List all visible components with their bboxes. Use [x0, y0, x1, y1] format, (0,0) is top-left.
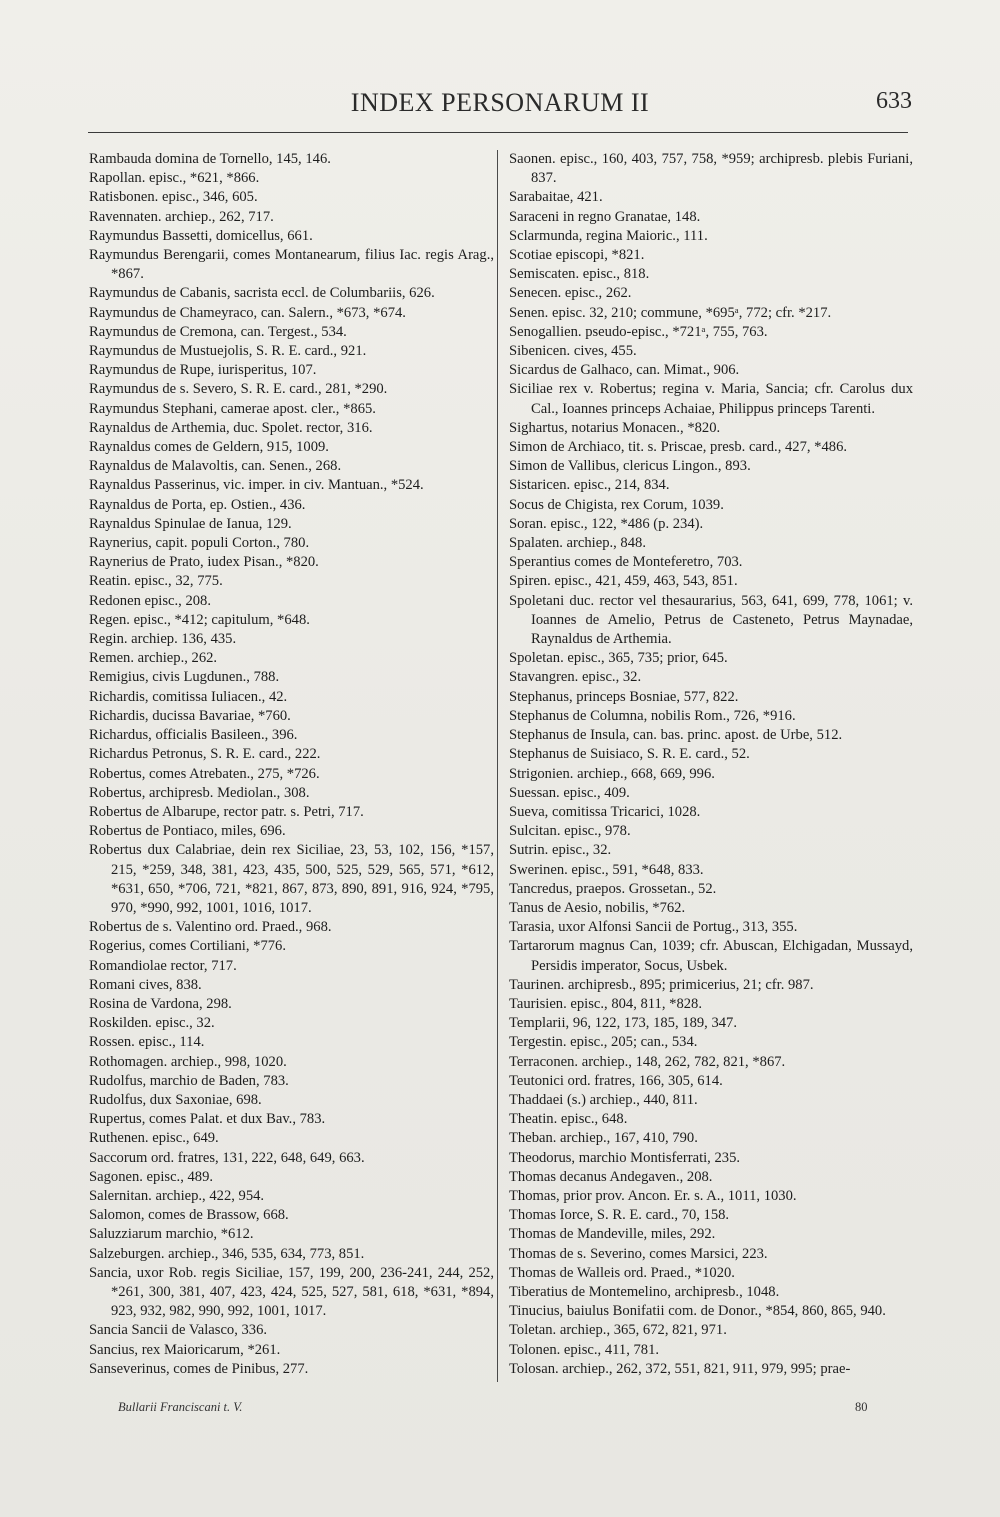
index-entry: Saluzziarum marchio, *612. [89, 1226, 254, 1243]
index-entry: Stephanus de Insula, can. bas. princ. apost. de Urbe, 512. [509, 727, 843, 744]
index-entry: Tarasia, uxor Alfonsi Sancii de Portug., 313, 355. [509, 919, 798, 936]
index-entry: Robertus de Pontiaco, miles, 696. [89, 823, 286, 840]
index-entry: Raymundus Berengarii, comes Montanearum, filius Iac. regis Arag., *867. [89, 247, 494, 283]
index-entry: Saonen. episc., 160, 403, 757, 758, *959; archipresb. plebis Furiani, 837. [509, 151, 913, 187]
index-entry: Tartarorum magnus Can, 1039; cfr. Abuscan, Elchigadan, Mussayd, Persidis imperator, Socus, Usbek. [509, 938, 913, 974]
index-entry: Stephanus, princeps Bosniae, 577, 822. [509, 688, 739, 705]
column-divider [497, 150, 498, 1382]
index-entry: Remigius, civis Lugdunen., 788. [89, 669, 280, 686]
index-entry: Salernitan. archiep., 422, 954. [89, 1187, 265, 1204]
index-entry: Saraceni in regno Granatae, 148. [509, 208, 701, 225]
index-entry: Raynaldus de Malavoltis, can. Senen., 268. [89, 458, 342, 475]
index-entry: Sperantius comes de Monteferetro, 703. [509, 554, 743, 571]
index-entry: Raynerius, capit. populi Corton., 780. [89, 535, 310, 552]
index-entry: Sueva, comitissa Tricarici, 1028. [509, 803, 701, 820]
index-entry: Theodorus, marchio Montisferrati, 235. [509, 1149, 741, 1166]
index-entry: Tinucius, baiulus Bonifatii com. de Donor., *854, 860, 865, 940. [509, 1303, 886, 1320]
index-entry: Richardis, ducissa Bavariae, *760. [89, 707, 291, 724]
index-entry: Rudolfus, marchio de Baden, 783. [89, 1072, 289, 1089]
page-number: 633 [876, 88, 912, 114]
index-entry: Siciliae rex v. Robertus; regina v. Maria, Sancia; cfr. Carolus dux Cal., Ioannes princeps Achaiae, Philippus princeps Tarenti. [509, 381, 913, 417]
index-entry: Toletan. archiep., 365, 672, 821, 971. [509, 1322, 727, 1339]
index-entry: Thomas de s. Severino, comes Marsici, 223. [509, 1245, 768, 1262]
index-entry: Rudolfus, dux Saxoniae, 698. [89, 1091, 262, 1108]
index-entry: Sancia, uxor Rob. regis Siciliae, 157, 199, 200, 236-241, 244, 252, *261, 300, 381, 407, 423, 424, 525, 527, 581, 618, *631, *894, 923, 932, 982, 990, 992, 1001, 1017. [89, 1264, 494, 1320]
footer-signature: Bullarii Franciscani t. V. [118, 1400, 243, 1414]
index-entry: Thomas, prior prov. Ancon. Er. s. A., 1011, 1030. [509, 1187, 797, 1204]
index-entry: Raymundus de Chameyraco, can. Salern., *673, *674. [89, 304, 406, 321]
index-entry: Thomas Iorce, S. R. E. card., 70, 158. [509, 1207, 730, 1224]
index-entry: Saccorum ord. fratres, 131, 222, 648, 649, 663. [89, 1149, 365, 1166]
index-entry: Thomas de Mandeville, miles, 292. [509, 1226, 716, 1243]
index-entry: Stavangren. episc., 32. [509, 669, 642, 686]
index-entry: Romani cives, 838. [89, 976, 202, 993]
index-entry: Tanus de Aesio, nobilis, *762. [509, 899, 686, 916]
index-entry: Spalaten. archiep., 848. [509, 535, 646, 552]
index-entry: Robertus, archipresb. Mediolan., 308. [89, 784, 310, 801]
index-entry: Rapollan. episc., *621, *866. [89, 170, 260, 187]
header-rule [88, 132, 908, 133]
index-entry: Simon de Archiaco, tit. s. Priscae, presb. card., 427, *486. [509, 439, 848, 456]
footer-sheet-number: 80 [855, 1400, 868, 1414]
index-entry: Sistaricen. episc., 214, 834. [509, 477, 670, 494]
index-entry: Raymundus Bassetti, domicellus, 661. [89, 227, 313, 244]
index-entry: Stephanus de Suisiaco, S. R. E. card., 52. [509, 746, 750, 763]
index-entry: Senen. episc. 32, 210; commune, *695ᵃ, 772; cfr. *217. [509, 304, 832, 321]
index-column-right [509, 150, 913, 1379]
index-entry: Templarii, 96, 122, 173, 185, 189, 347. [509, 1015, 737, 1032]
index-entry: Teutonici ord. fratres, 166, 305, 614. [509, 1072, 723, 1089]
index-entry: Sutrin. episc., 32. [509, 842, 612, 859]
index-entry: Rupertus, comes Palat. et dux Bav., 783. [89, 1111, 326, 1128]
index-entry: Raymundus de Cabanis, sacrista eccl. de Columbariis, 626. [89, 285, 435, 302]
index-entry: Ravennaten. archiep., 262, 717. [89, 208, 274, 225]
index-entry: Sighartus, notarius Monacen., *820. [509, 419, 721, 436]
index-entry: Tergestin. episc., 205; can., 534. [509, 1034, 698, 1051]
index-entry: Tolonen. episc., 411, 781. [509, 1341, 660, 1358]
index-entry: Rambauda domina de Tornello, 145, 146. [89, 151, 331, 167]
index-entry: Socus de Chigista, rex Corum, 1039. [509, 496, 724, 513]
index-entry: Stephanus de Columna, nobilis Rom., 726, *916. [509, 707, 796, 724]
index-entry: Terraconen. archiep., 148, 262, 782, 821, *867. [509, 1053, 786, 1070]
index-entry: Salzeburgen. archiep., 346, 535, 634, 773, 851. [89, 1245, 365, 1262]
index-entry: Raymundus de s. Severo, S. R. E. card., 281, *290. [89, 381, 388, 398]
index-entry: Robertus dux Calabriae, dein rex Siciliae, 23, 53, 102, 156, *157, 215, *259, 348, 381, 423, 435, 500, 525, 529, 565, 571, *612, *631, 650, *706, 721, *821, 867, 873, 890, 891, 916, 924, *795, 970, *990, 992, 1001, 1016, 1017. [89, 842, 494, 916]
index-entry: Richardus Petronus, S. R. E. card., 222. [89, 746, 321, 763]
index-entry: Spoletani duc. rector vel thesaurarius, 563, 641, 699, 778, 1061; v. Ioannes de Amelio, Petrus de Casteneto, Petrus Maynadae, Raynaldus de Arthemia. [509, 592, 913, 648]
index-entry: Taurinen. archipresb., 895; primicerius, 21; cfr. 987. [509, 976, 814, 993]
index-entry: Raynerius de Prato, iudex Pisan., *820. [89, 554, 319, 571]
index-entry: Sagonen. episc., 489. [89, 1168, 214, 1185]
index-entry: Robertus de s. Valentino ord. Praed., 968. [89, 919, 332, 936]
index-entry: Rosina de Vardona, 298. [89, 995, 232, 1012]
index-entry: Robertus, comes Atrebaten., 275, *726. [89, 765, 320, 782]
index-entry: Richardus, officialis Basileen., 396. [89, 727, 298, 744]
index-entry: Soran. episc., 122, *486 (p. 234). [509, 515, 704, 532]
index-entry: Regen. episc., *412; capitulum, *648. [89, 611, 310, 628]
index-entry: Sancia Sancii de Valasco, 336. [89, 1322, 268, 1339]
index-entry: Senecen. episc., 262. [509, 285, 632, 302]
index-entry: Suessan. episc., 409. [509, 784, 630, 801]
index-entry: Raynaldus Spinulae de Ianua, 129. [89, 515, 292, 532]
index-entry: Thaddaei (s.) archiep., 440, 811. [509, 1091, 698, 1108]
index-entry: Sanseverinus, comes de Pinibus, 277. [89, 1360, 309, 1377]
index-entry: Theatin. episc., 648. [509, 1111, 628, 1128]
index-entry: Raynaldus Passerinus, vic. imper. in civ. Mantuan., *524. [89, 477, 424, 494]
index-entry: Raymundus de Rupe, iurisperitus, 107. [89, 362, 317, 379]
index-entry: Sancius, rex Maioricarum, *261. [89, 1341, 281, 1358]
index-entry: Sibenicen. cives, 455. [509, 343, 637, 360]
index-entry: Tancredus, praepos. Grossetan., 52. [509, 880, 717, 897]
index-entry: Rothomagen. archiep., 998, 1020. [89, 1053, 287, 1070]
index-entry: Romandiolae rector, 717. [89, 957, 237, 974]
index-entry: Semiscaten. episc., 818. [509, 266, 650, 283]
index-entry: Scotiae episcopi, *821. [509, 247, 645, 264]
index-entry: Richardis, comitissa Iuliacen., 42. [89, 688, 288, 705]
index-entry: Spoletan. episc., 365, 735; prior, 645. [509, 650, 728, 667]
index-entry: Senogallien. pseudo-episc., *721ᵃ, 755, 763. [509, 323, 768, 340]
index-entry: Raynaldus de Porta, ep. Ostien., 436. [89, 496, 306, 513]
index-entry: Simon de Vallibus, clericus Lingon., 893. [509, 458, 751, 475]
index-entry: Raymundus Stephani, camerae apost. cler., *865. [89, 400, 376, 417]
index-entry: Ratisbonen. episc., 346, 605. [89, 189, 258, 206]
index-entry: Tiberatius de Montemelino, archipresb., 1048. [509, 1283, 780, 1300]
index-entry: Redonen episc., 208. [89, 592, 211, 609]
index-entry: Sicardus de Galhaco, can. Mimat., 906. [509, 362, 740, 379]
index-entry: Raymundus de Mustuejolis, S. R. E. card., 921. [89, 343, 367, 360]
index-entry: Theban. archiep., 167, 410, 790. [509, 1130, 698, 1147]
index-entry: Regin. archiep. 136, 435. [89, 631, 237, 648]
index-entry: Rogerius, comes Cortiliani, *776. [89, 938, 286, 955]
index-entry: Robertus de Albarupe, rector patr. s. Petri, 717. [89, 803, 364, 820]
index-entry: Reatin. episc., 32, 775. [89, 573, 223, 590]
index-entry: Sclarmunda, regina Maioric., 111. [509, 227, 708, 244]
index-entry: Roskilden. episc., 32. [89, 1015, 215, 1032]
index-entry: Thomas de Walleis ord. Praed., *1020. [509, 1264, 735, 1281]
index-entry: Thomas decanus Andegaven., 208. [509, 1168, 713, 1185]
index-entry: Tolosan. archiep., 262, 372, 551, 821, 911, 979, 995; prae- [509, 1360, 851, 1377]
running-title: INDEX PERSONARUM II [350, 88, 650, 117]
index-entry: Taurisien. episc., 804, 811, *828. [509, 995, 702, 1012]
index-entry: Raynaldus de Arthemia, duc. Spolet. rector, 316. [89, 419, 373, 436]
index-column-left [89, 150, 494, 1379]
index-entry: Ruthenen. episc., 649. [89, 1130, 219, 1147]
index-entry: Strigonien. archiep., 668, 669, 996. [509, 765, 715, 782]
index-entry: Spiren. episc., 421, 459, 463, 543, 851. [509, 573, 738, 590]
index-entry: Salomon, comes de Brassow, 668. [89, 1207, 289, 1224]
index-entry: Raynaldus comes de Geldern, 915, 1009. [89, 439, 329, 456]
index-entry: Sulcitan. episc., 978. [509, 823, 631, 840]
index-entry: Sarabaitae, 421. [509, 189, 603, 206]
index-entry: Raymundus de Cremona, can. Tergest., 534. [89, 323, 347, 340]
index-entry: Remen. archiep., 262. [89, 650, 218, 667]
index-entry: Rossen. episc., 114. [89, 1034, 205, 1051]
index-entry: Swerinen. episc., 591, *648, 833. [509, 861, 704, 878]
